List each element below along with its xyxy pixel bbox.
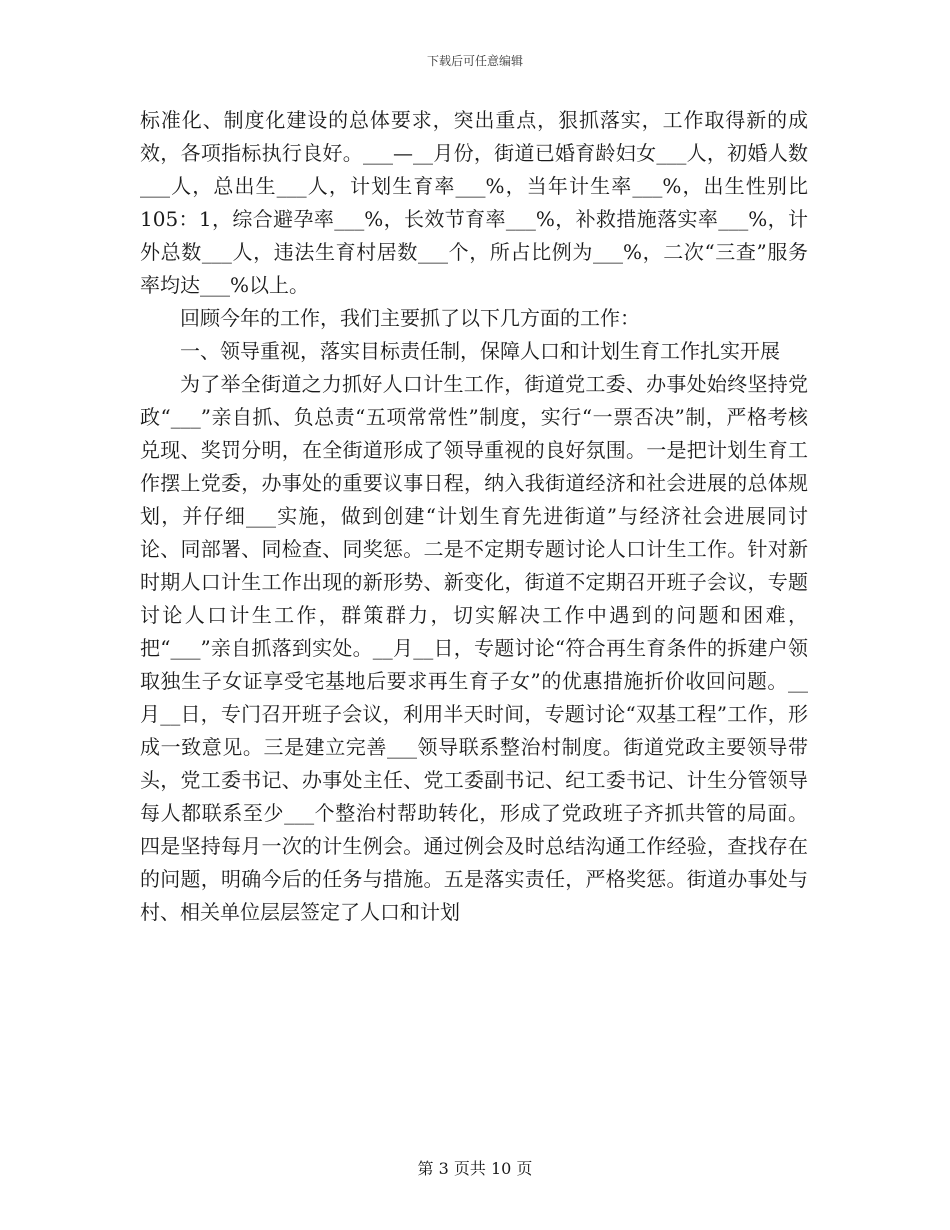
paragraph-2: 回顾今年的工作，我们主要抓了以下几方面的工作：: [180, 306, 640, 330]
paragraph-3: 为了举全街道之力抓好人口计生工作，街道党工委、办事处始终坚持党政“___”亲自抓、负总责“五项常常性”制度，实行“一票否决”制，严格考核兑现、奖罚分明，在全街道形成了领导重视的良好氛围。一是把计划生育工作摆上党委，办事处的重要议事日程，纳入我街道经济和社会进展的总体规划，并仔细___实施，做到创建“计划生育先进街道”与经济社会进展同讨论、同部署、同检查、同奖惩。二是不定期专题讨论人口计生工作。针对新时期人口计生工作出现的新形势、新变化，街道不定期召开班子会议，专题讨论人口计生工作，群策群力，切实解决工作中遇到的问题和困难，把“___”亲自抓落到实处。__月__日，专题讨论“符合再生育条件的拆建户领取独生子女证享受宅基地后要求再生育子女”的优惠措施折价收回问题。__月__日，专门召开班子会议，利用半天时间，专题讨论“双基工程”工作，形成一致意见。三是建立完善___领导联系整治村制度。街道党政主要领导带头，党工委书记、办事处主任、党工委副书记、纪工委书记、计生分管领导每人都联系至少___个整治村帮助转化，形成了党政班子齐抓共管的局面。四是坚持每月一次的计生例会。通过例会及时总结沟通工作经验，查找存在的问题，明确今后的任务与措施。五是落实责任，严格奖惩。街道办事处与村、相关单位层层签定了人口和计划: [140, 372, 808, 924]
page-number: 第 3 页共 10 页: [417, 1159, 533, 1178]
paragraph-1: 标准化、制度化建设的总体要求，突出重点，狠抓落实，工作取得新的成效，各项指标执行良好。___—__月份，街道已婚育龄妇女___人，初婚人数___人，总出生___人，计划生育率___%，当年计生率___%，出生性别比105：1，综合避孕率___%，长效节育率___%，补救措施落实率___%，计外总数___人，违法生育村居数___个，所占比例为___%，二次“三查”服务率均达___%以上。: [140, 108, 808, 297]
section-heading-1: 一、领导重视，落实目标责任制，保障人口和计划生育工作扎实开展: [180, 339, 780, 363]
document-body: [140, 104, 808, 929]
page-header-note: 下载后可任意编辑: [426, 54, 523, 68]
